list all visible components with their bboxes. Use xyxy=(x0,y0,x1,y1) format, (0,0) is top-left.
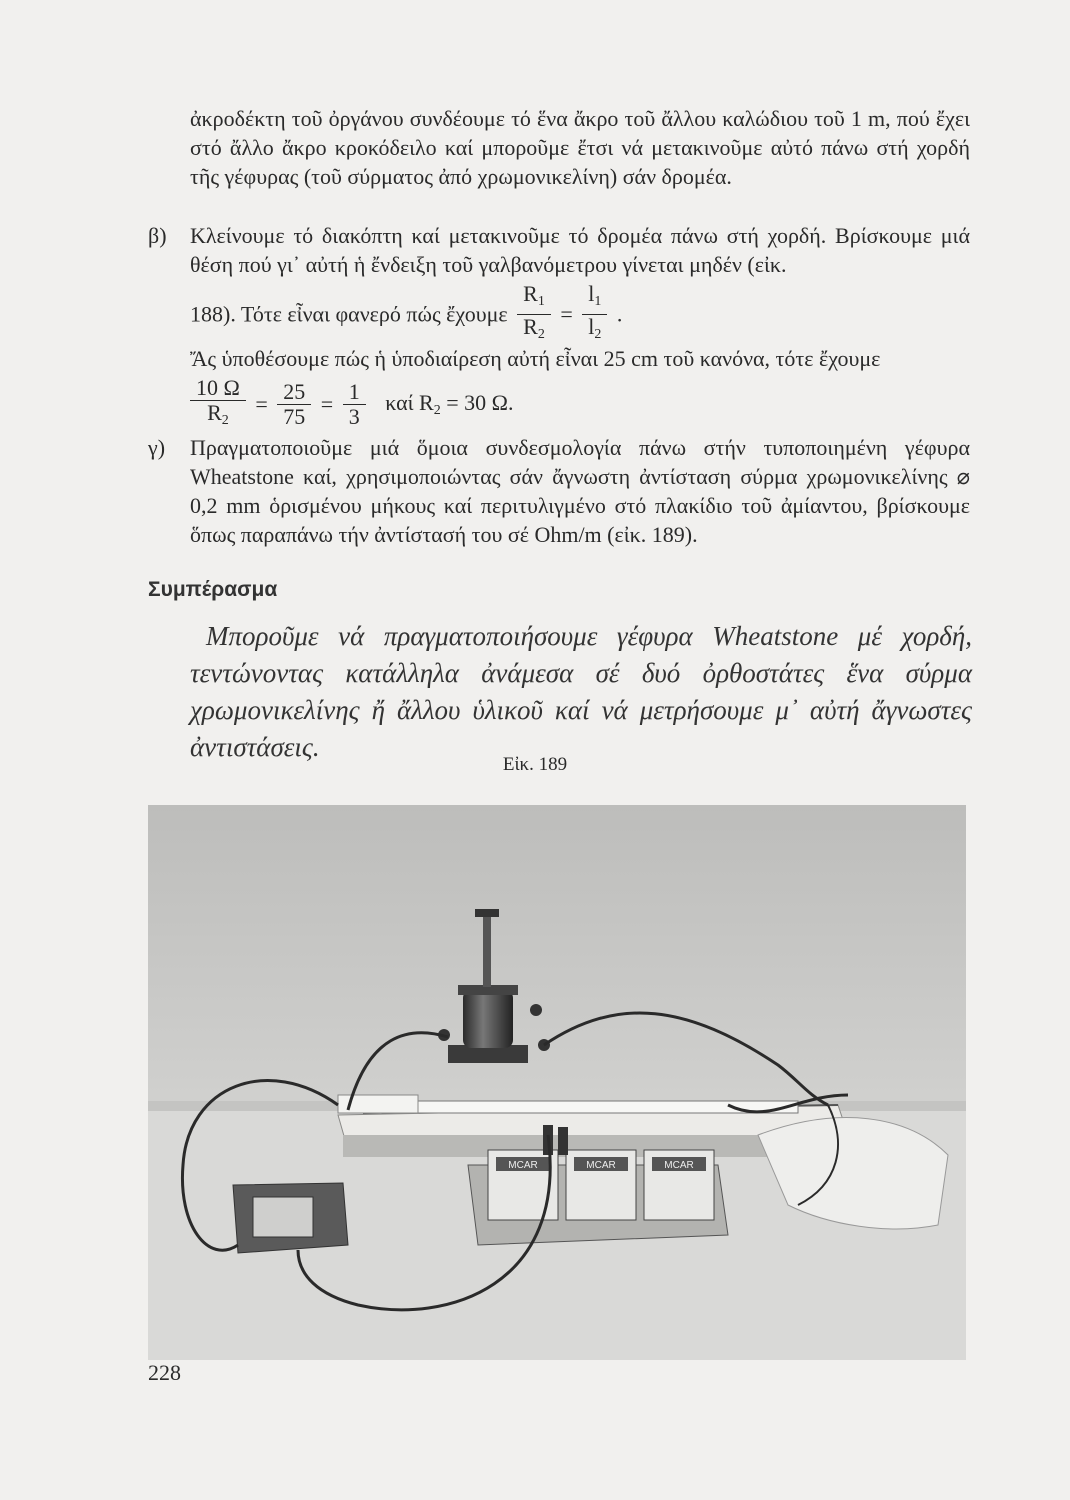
equation-intro: 188). Τότε εἶναι φανερό πώς ἔχουμε xyxy=(190,301,508,327)
step-gamma-text: Πραγματοποιοῦμε μιά ὅμοια συνδεσμολογία πάνω στήν τυποποιημένη γέφυρα Wheatstone καί, χρησιμοποιώντας σάν ἄγνωστη ἀντίσταση σύρμα χρωμονικελίνης ⌀ 0,2 mm ὁρισμένου μήκους καί περιτυλιγμένο στό πλακίδιο τοῦ ἀμίαντου, βρίσκουμε ὅπως παραπάνω τήν ἀντίστασή του σέ Ohm/m (εἰκ. 189). xyxy=(190,435,970,547)
resistance-equation xyxy=(190,376,970,433)
meter-label-2: MCAR xyxy=(586,1160,616,1171)
step-beta-text: Κλείνουμε τό διακόπτη καί μετακινοῦμε τό δρομέα πάνω στή χορδή. Βρίσκουμε μιά θέση πού γι᾽ αὐτή ἡ ἔνδειξη τοῦ γαλβανόμετρου γίνεται μηδέν (εἰκ. xyxy=(190,223,970,277)
fraction-10ohm-r2 xyxy=(190,376,246,433)
equals-sign-b: = xyxy=(255,391,268,417)
result-subscript: 2 xyxy=(433,403,441,418)
fraction-r1-r2 xyxy=(517,282,551,347)
result-text xyxy=(385,390,514,418)
r2-symbol: R xyxy=(523,314,538,339)
conclusion-heading: Συμπέρασμα xyxy=(148,578,278,601)
r2-subscript-b: 2 xyxy=(221,413,229,428)
l1-subscript: 1 xyxy=(594,294,602,309)
conclusion-text: Μποροῦμε νά πραγματοποιήσουμε γέφυρα Wheatstone μέ χορδή, τεντώνοντας κατάλληλα ἀνάμεσα σέ δυό ὀρθοστάτες ἕνα σύρμα χρωμονικελίνης ἤ ἄλλου ὑλικοῦ καί νά μετρήσουμε μ᾽ αὐτή ἄγνωστες ἀντιστάσεις. xyxy=(190,621,972,762)
equals-sign: = xyxy=(560,301,573,327)
intro-paragraph: ἀκροδέκτη τοῦ ὀργάνου συνδέουμε τό ἕνα ἄκρο τοῦ ἄλλου καλώδιου τοῦ 1 m, πού ἔχει στό ἄλλο ἄκρο κροκόδειλο καί μποροῦμε ἔτσι νά μετακινοῦμε αὐτό πάνω στή χορδή τῆς γέφυρας (τοῦ σύρματος ἀπό χρωμονικελίνη) σάν δρομέα. xyxy=(190,106,970,189)
step-gamma-label: γ) xyxy=(148,435,166,460)
page-number: 228 xyxy=(148,1360,181,1385)
l1-symbol: l xyxy=(588,281,595,306)
figure-photo-wheatstone-bridge xyxy=(148,805,966,1360)
figure-caption: Εἰκ. 189 xyxy=(502,754,568,775)
step-gamma xyxy=(148,433,970,549)
l2-subscript: 2 xyxy=(594,327,602,342)
numerator-1: 1 xyxy=(343,380,366,405)
meter-label-3: MCAR xyxy=(664,1160,694,1171)
result-prefix: καί R xyxy=(385,390,434,415)
fraction-1-3 xyxy=(343,380,366,429)
step-beta xyxy=(148,221,970,279)
meter-label-1: MCAR xyxy=(508,1160,538,1171)
result-value: = 30 Ω. xyxy=(446,390,514,415)
ratio-equation xyxy=(190,282,970,347)
denominator-3: 3 xyxy=(348,404,360,429)
equals-sign-c: = xyxy=(320,391,334,417)
denominator-75: 75 xyxy=(283,404,306,429)
fraction-25-75 xyxy=(277,380,311,429)
equation-period: . xyxy=(616,301,623,327)
r2-subscript: 2 xyxy=(537,327,545,342)
l2-symbol: l xyxy=(588,314,595,339)
fraction-l1-l2 xyxy=(582,282,607,347)
ten-ohm: 10 Ω xyxy=(190,376,246,401)
assumption-paragraph: Ἄς ὑποθέσουμε πώς ἡ ὑποδιαίρεση αὐτή εἶναι 25 cm τοῦ κανόνα, τότε ἔχουμε xyxy=(190,346,881,371)
r1-symbol: R xyxy=(523,281,538,306)
numerator-25: 25 xyxy=(277,380,311,405)
step-beta-label: β) xyxy=(148,223,167,248)
r2-symbol-b: R xyxy=(207,400,222,425)
r1-subscript: 1 xyxy=(537,294,545,309)
apparatus-illustration xyxy=(148,805,966,1360)
